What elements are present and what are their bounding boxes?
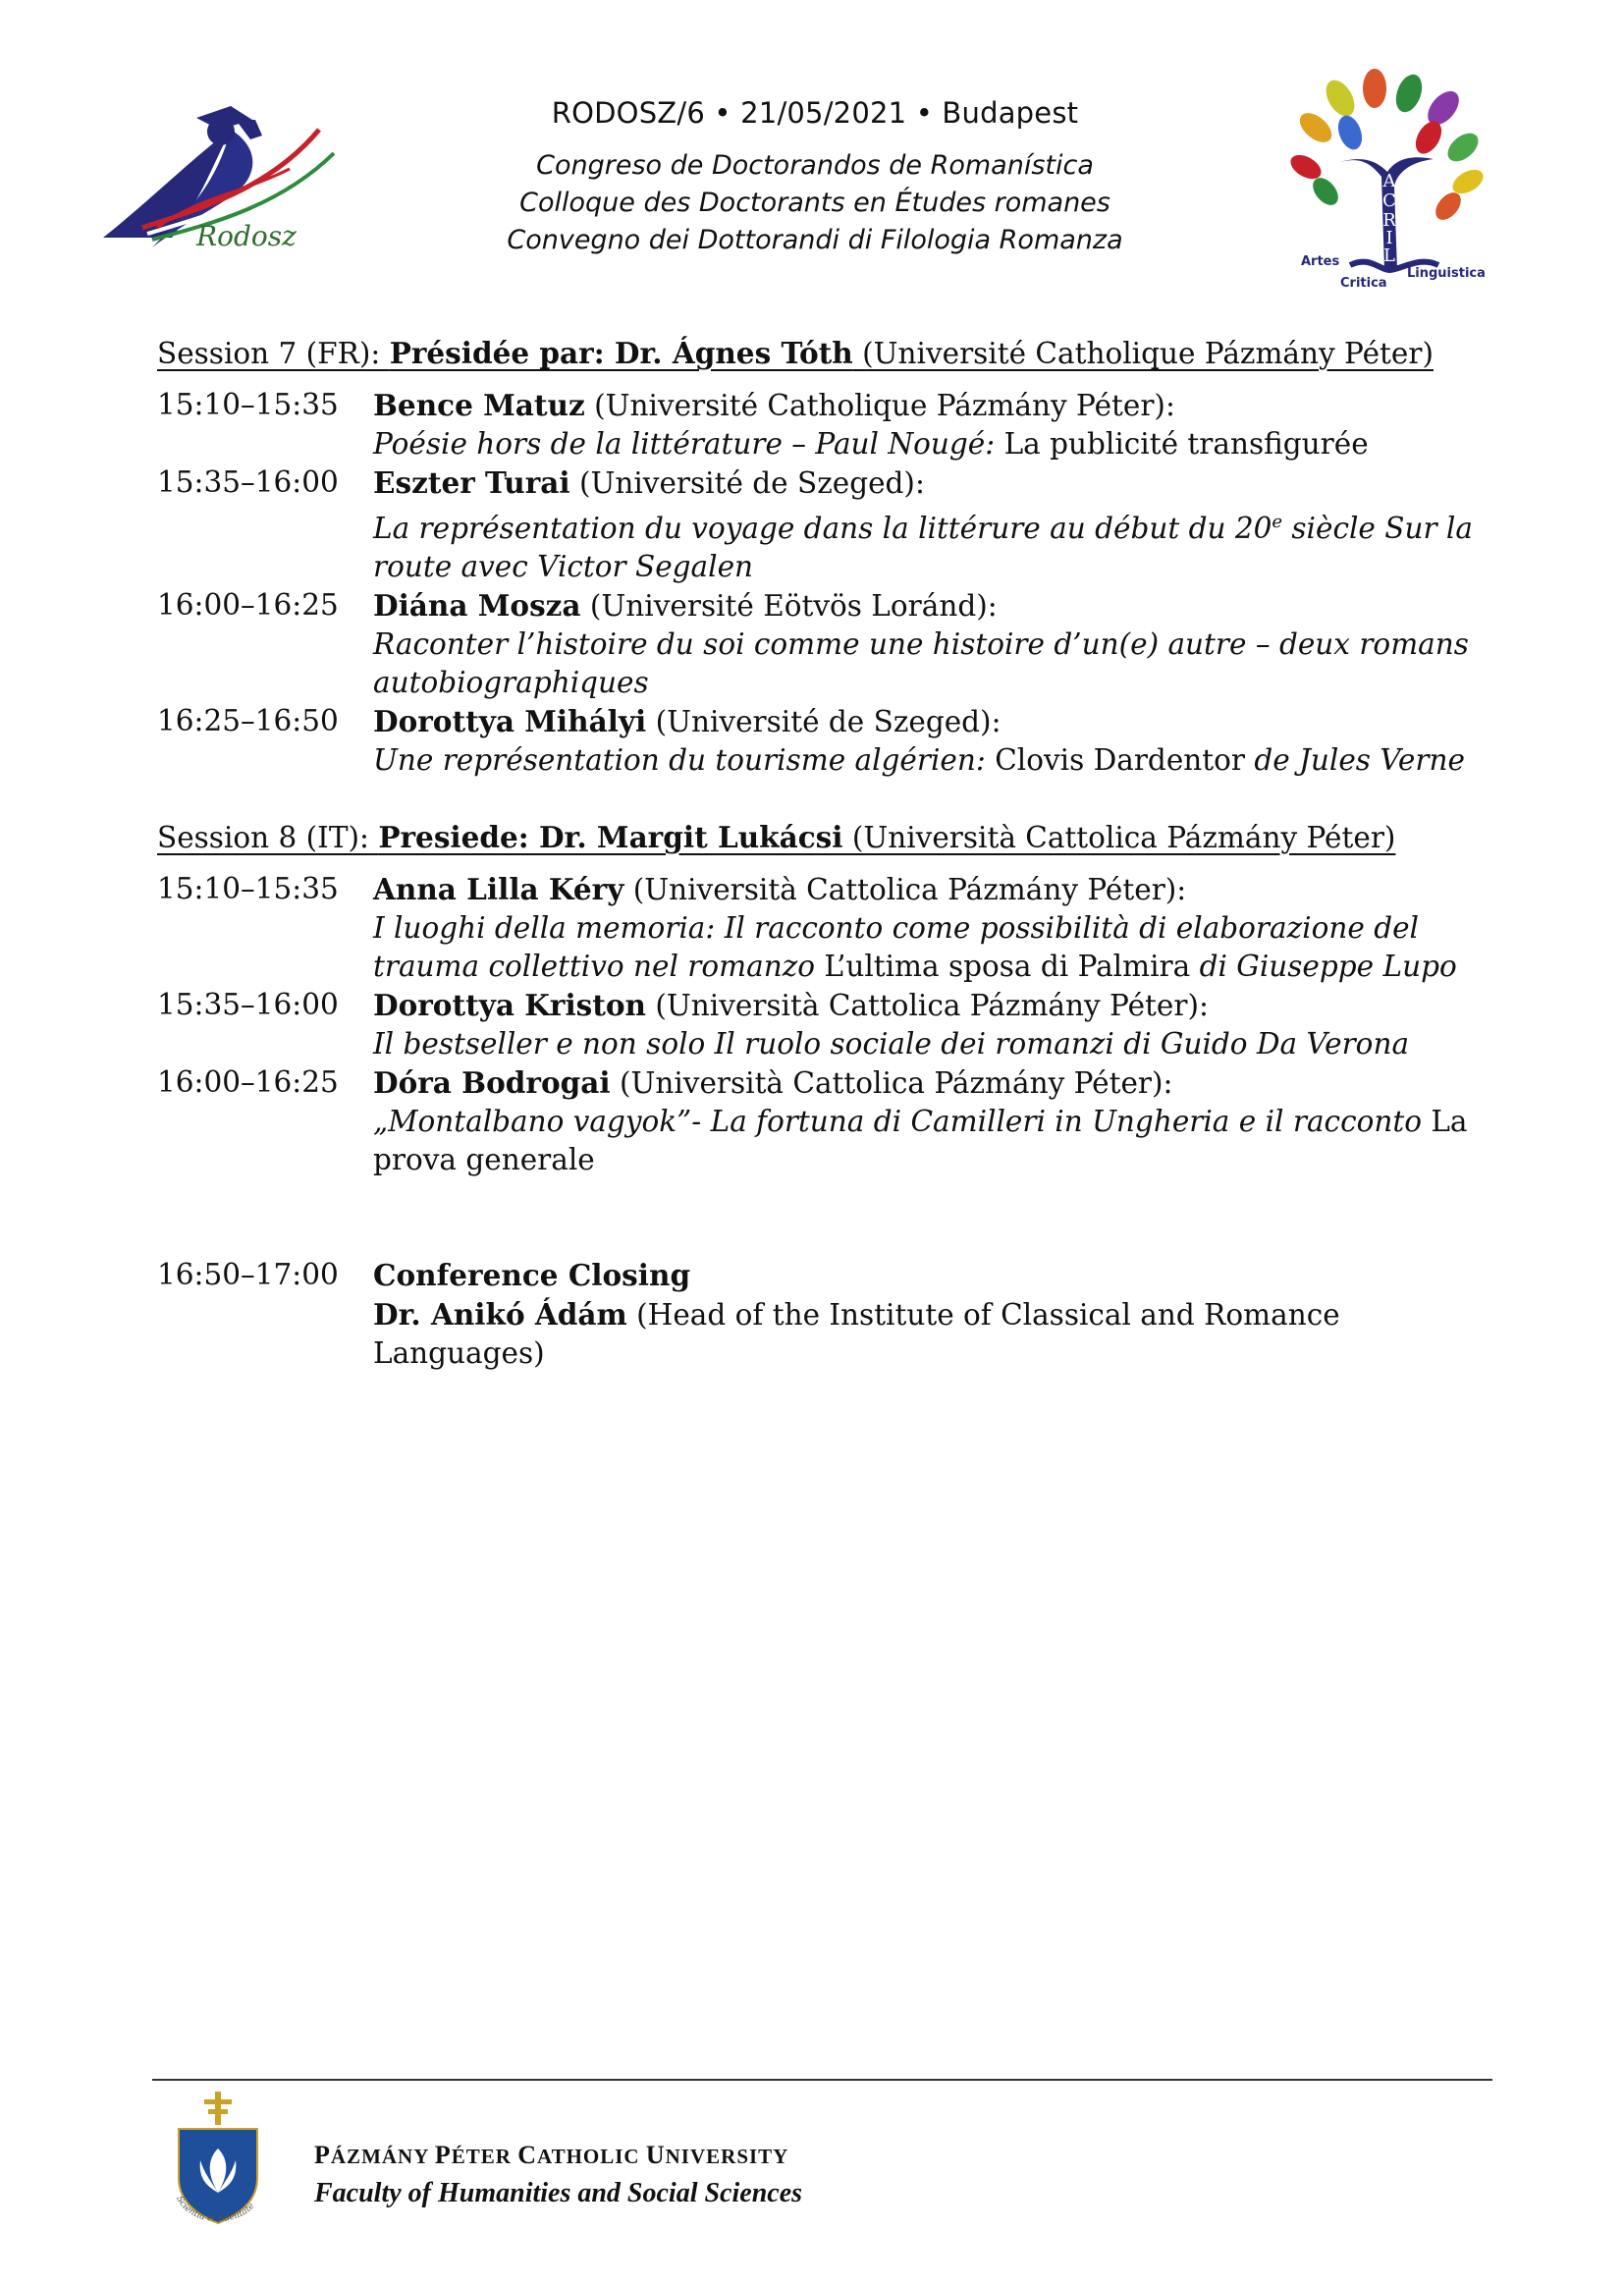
heading-line-it: Convegno dei Dottorandi di Filologia Romanza xyxy=(507,225,1123,255)
talk-title-segment: di Giuseppe Lupo xyxy=(1199,949,1457,983)
speaker-affiliation: (Université de Szeged): xyxy=(646,704,1001,738)
session-heading xyxy=(157,334,1502,373)
session-heading xyxy=(157,818,1502,857)
talk-title xyxy=(373,425,1502,463)
page-header xyxy=(0,0,1624,314)
talk-title xyxy=(373,626,1502,702)
crest-motto: Scientia et fidelitate xyxy=(174,2194,257,2225)
speaker-name: Anna Lilla Kéry xyxy=(373,871,624,906)
talk-title xyxy=(373,1103,1502,1179)
closing-title: Conference Closing xyxy=(373,1257,691,1292)
speaker-name: Eszter Turai xyxy=(373,465,570,500)
session-block xyxy=(157,334,1502,780)
session-chair: Présidée par: Dr. Ágnes Tóth xyxy=(389,336,853,370)
talk-title-segment: Il bestseller e non solo Il ruolo sociale dei romanzi di Guido Da Verona xyxy=(373,1026,1410,1061)
talk-time: 15:35–16:00 xyxy=(157,987,339,1021)
speaker-name: Dorottya Kriston xyxy=(373,987,647,1022)
talk-time: 16:00–16:25 xyxy=(157,587,339,622)
session-chair-affiliation: (Università Cattolica Pázmány Péter) xyxy=(842,820,1396,854)
talk-row xyxy=(157,386,1502,463)
speaker-affiliation: (Université Eötvös Loránd): xyxy=(580,588,998,623)
university-name-part: ATHOLIC xyxy=(536,2145,646,2168)
acril-tree-logo xyxy=(1281,69,1497,297)
university-name xyxy=(314,2141,788,2170)
talk-title xyxy=(373,741,1502,780)
acril-letter-l: L xyxy=(1383,245,1395,266)
speaker-name: Dóra Bodrogai xyxy=(373,1064,611,1100)
acril-letter-i: I xyxy=(1385,228,1393,248)
closing-speaker: Dr. Anikó Ádám xyxy=(373,1296,627,1332)
talk-title-segment: Une représentation du tourisme algérien: xyxy=(373,742,986,777)
talk-title xyxy=(373,503,1502,586)
speaker-affiliation: (Università Cattolica Pázmány Péter): xyxy=(610,1065,1173,1100)
university-name-part: U xyxy=(645,2141,666,2169)
speaker-name: Dorottya Mihályi xyxy=(373,703,647,738)
talk-row xyxy=(157,586,1502,702)
talk-title xyxy=(373,1025,1502,1063)
acril-letter-c: C xyxy=(1382,190,1396,211)
talk-time: 15:35–16:00 xyxy=(157,465,339,499)
talk-title-segment: „Montalbano vagyok”- La fortuna di Camilleri in Ungheria e il racconto xyxy=(373,1104,1422,1138)
talk-row xyxy=(157,702,1502,780)
university-crest xyxy=(169,2090,267,2237)
rodosz-logo xyxy=(83,90,363,267)
speaker-name: Diána Mosza xyxy=(373,587,581,623)
talk-time: 16:00–16:25 xyxy=(157,1064,339,1099)
talk-title-segment: Raconter l’histoire du soi comme une histoire d’un(e) autre – deux romans autobiographiques xyxy=(373,626,1469,699)
footer-divider xyxy=(152,2079,1492,2081)
talk-title xyxy=(373,909,1502,986)
talk-title-segment: de Jules Verne xyxy=(1254,742,1465,777)
speaker-affiliation: (Università Cattolica Pázmány Péter): xyxy=(646,988,1209,1022)
conference-heading xyxy=(422,96,1208,259)
acril-word-critica: Critica xyxy=(1340,276,1387,291)
speaker-affiliation: (Università Cattolica Pázmány Péter): xyxy=(623,872,1187,906)
session-chair-affiliation: (Université Catholique Pázmány Péter) xyxy=(852,337,1434,370)
speaker-affiliation: (Université Catholique Pázmány Péter): xyxy=(584,389,1175,422)
acril-letter-a: A xyxy=(1382,171,1396,191)
talk-title-segment: siècle Sur la route avec Victor Segalen xyxy=(373,511,1473,583)
talk-time: 16:25–16:50 xyxy=(157,703,339,737)
session-list xyxy=(157,334,1502,1179)
heading-line-fr: Colloque des Doctorants en Études romanes xyxy=(519,188,1110,218)
programme xyxy=(157,334,1502,1373)
session-label: Session 8 (IT): xyxy=(157,820,379,854)
speaker-affiliation: (Université de Szeged): xyxy=(569,466,925,500)
talk-title-segment: Poésie hors de la littérature – Paul Nougé: xyxy=(373,427,996,461)
talk-row xyxy=(157,463,1502,586)
heading-line-es: Congreso de Doctorandos de Romanística xyxy=(536,150,1094,181)
talk-title-segment: I luoghi della memoria: Il racconto come possibilità di elaborazione del trauma collettivo nel romanzo xyxy=(373,910,1419,983)
acril-word-linguistica: Linguistica xyxy=(1407,266,1486,281)
talk-row xyxy=(157,870,1502,986)
university-name-part: C xyxy=(517,2141,537,2169)
talk-time: 15:10–15:35 xyxy=(157,388,339,421)
speaker-name: Bence Matuz xyxy=(373,388,585,422)
closing-row xyxy=(157,1256,1502,1373)
university-name-part: P xyxy=(314,2141,331,2169)
university-name-part: P xyxy=(434,2141,452,2169)
talk-time: 15:10–15:35 xyxy=(157,871,339,905)
talk-title-segment: e xyxy=(1272,512,1283,532)
talk-title-segment: L’ultima sposa di Palmira xyxy=(815,949,1200,983)
university-name-part: NIVERSITY xyxy=(665,2145,789,2168)
conference-title: RODOSZ/6 • 21/05/2021 • Budapest xyxy=(551,96,1079,130)
rodosz-logo-text: Rodosz xyxy=(196,220,297,252)
closing-speaker-role: (Head of the Institute of Classical and Romance Languages) xyxy=(373,1297,1340,1370)
talk-title-segment: La prova generale xyxy=(373,1104,1468,1176)
session-block xyxy=(157,818,1502,1179)
closing-time: 16:50–17:00 xyxy=(157,1257,339,1291)
talk-row xyxy=(157,986,1502,1063)
acril-word-artes: Artes xyxy=(1301,254,1340,269)
session-label: Session 7 (FR): xyxy=(157,337,390,370)
faculty-name: Faculty of Humanities and Social Sciences xyxy=(314,2178,803,2208)
session-chair: Presiede: Dr. Margit Lukácsi xyxy=(378,819,843,854)
talk-row xyxy=(157,1063,1502,1179)
university-name-part: ÁZMÁNY xyxy=(330,2145,435,2168)
university-name-part: ÉTER xyxy=(451,2145,518,2168)
talk-title-segment: Clovis Dardentor xyxy=(985,742,1255,777)
acril-letter-r: R xyxy=(1382,210,1396,231)
talk-title-segment: La publicité transfigurée xyxy=(995,427,1369,461)
talk-title-segment: La représentation du voyage dans la littérure au début du 20 xyxy=(373,511,1272,545)
